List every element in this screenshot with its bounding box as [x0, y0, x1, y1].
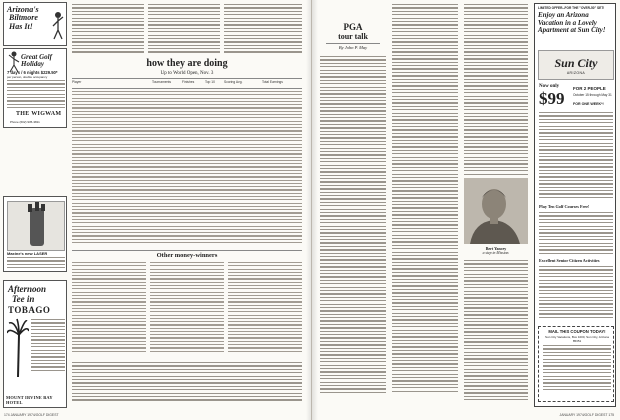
col-top10: Top 10	[205, 80, 215, 84]
stats-text-col1	[72, 4, 144, 56]
table-bottom-rule	[72, 250, 302, 251]
tobago-line1: Afternoon	[8, 284, 47, 294]
coupon-address: Sun City Vacations, Box 1000, Sun City, Arizona 85351	[545, 335, 609, 343]
golfer-portrait-icon	[464, 178, 528, 244]
table-header-rule	[72, 88, 302, 89]
golf-bag-photo	[7, 201, 65, 251]
col-total-earnings: Total Earnings	[262, 80, 283, 84]
sun-city-top-line: LIMITED OFFER--FOR THE "OVER-50" SET!	[538, 6, 605, 10]
price-per: FOR ONE WEEK*!	[573, 102, 604, 106]
sun-city-brand: Sun City	[554, 56, 598, 70]
sun-city-body-3	[539, 266, 613, 322]
right-page-footer: JANUARY 1974/GOLF DIGEST 175	[559, 413, 614, 417]
table-title: how they are doing	[146, 58, 228, 69]
price-label: $99	[539, 89, 565, 108]
other-winners-col2	[150, 262, 224, 358]
wigwam-note: per person, double occupancy	[7, 75, 48, 79]
laser-body-text	[7, 257, 65, 271]
tobago-line2: Tee in	[12, 294, 35, 304]
sun-city-logo-box	[538, 50, 614, 80]
left-page-footer: 174 JANUARY 1974/GOLF DIGEST	[4, 413, 59, 417]
wigwam-subtitle: 7 days / 6 nights $229.50*	[7, 70, 58, 75]
col-scoring-avg: Scoring Avg.	[224, 80, 243, 84]
wigwam-logo: THE WIGWAM	[16, 111, 62, 117]
column-title-2: tour talk	[338, 32, 368, 41]
sun-city-body-2	[539, 212, 613, 256]
stats-text-col2	[148, 4, 220, 56]
tobago-line3: TOBAGO	[8, 305, 51, 315]
price-dates: October 15 through May 31	[573, 93, 612, 97]
coupon-title: MAIL THIS COUPON TODAY!	[548, 329, 606, 334]
biltmore-line2: Biltmore	[9, 13, 38, 22]
laser-headline: Maxine's new LASER	[7, 251, 48, 256]
sun-city-headline: Enjoy an Arizona Vacation in a Lovely Apartment at Sun City!	[538, 11, 606, 34]
sun-city-body-1	[539, 112, 613, 202]
tobago-body-text	[31, 319, 65, 381]
col-player: Player	[72, 80, 82, 84]
laser-ad	[3, 196, 67, 272]
table-header	[72, 80, 302, 88]
golfer-illustration-icon	[50, 11, 66, 41]
wigwam-phone: Phone (602) 935-3811	[10, 120, 40, 124]
right-page	[312, 0, 620, 420]
sun-city-section1: Play Ten Golf Courses Free!	[539, 204, 590, 209]
photo-caption-name: Bert Yancey	[485, 246, 507, 251]
table-top-rule	[72, 78, 302, 79]
coupon-form-lines	[543, 345, 611, 399]
col-tournaments: Tournaments	[152, 80, 172, 84]
tobago-footer: MOUNT IRVINE BAY HOTEL	[6, 395, 53, 405]
article-col1	[320, 56, 386, 404]
table-subtitle: Up to World Open, Nov. 3	[160, 71, 214, 76]
ad-column	[3, 2, 67, 410]
wigwam-title: Great Golf Holiday	[21, 53, 52, 68]
tobago-ad	[3, 280, 67, 408]
wigwam-body-text	[7, 80, 65, 110]
table-footnotes	[72, 362, 302, 406]
other-winners-col1	[72, 262, 146, 358]
column-byline: By John P. May	[338, 45, 368, 50]
mail-coupon[interactable]	[538, 326, 614, 402]
article-col3-top	[464, 4, 528, 176]
biltmore-line3: Has It!	[9, 22, 33, 31]
col-finishes: Finishes	[182, 80, 195, 84]
price-for-label: FOR 2 PEOPLE	[573, 86, 606, 91]
article-col2	[392, 4, 458, 404]
money-leaders-table-rows	[72, 91, 302, 249]
sun-city-ad	[534, 3, 616, 407]
article-col3-bottom	[464, 260, 528, 404]
sun-city-section2: Excellent Senior Citizen Activities	[539, 258, 600, 263]
photo-caption-text: a step in Mission.	[482, 251, 510, 255]
biltmore-line1: Arizona's	[7, 5, 39, 14]
palm-tree-icon	[7, 317, 29, 377]
bert-yancey-photo	[464, 178, 528, 244]
column-title: PGA	[343, 22, 363, 32]
byline-rule	[326, 43, 380, 44]
biltmore-ad	[3, 2, 67, 46]
wigwam-ad	[3, 48, 67, 128]
other-winners-col3	[228, 262, 302, 358]
now-only-label: Now only	[539, 84, 560, 89]
sun-city-sub-brand: ARIZONA	[566, 71, 586, 75]
other-winners-title: Other money-winners	[156, 252, 218, 259]
stats-text-col3	[224, 4, 302, 56]
